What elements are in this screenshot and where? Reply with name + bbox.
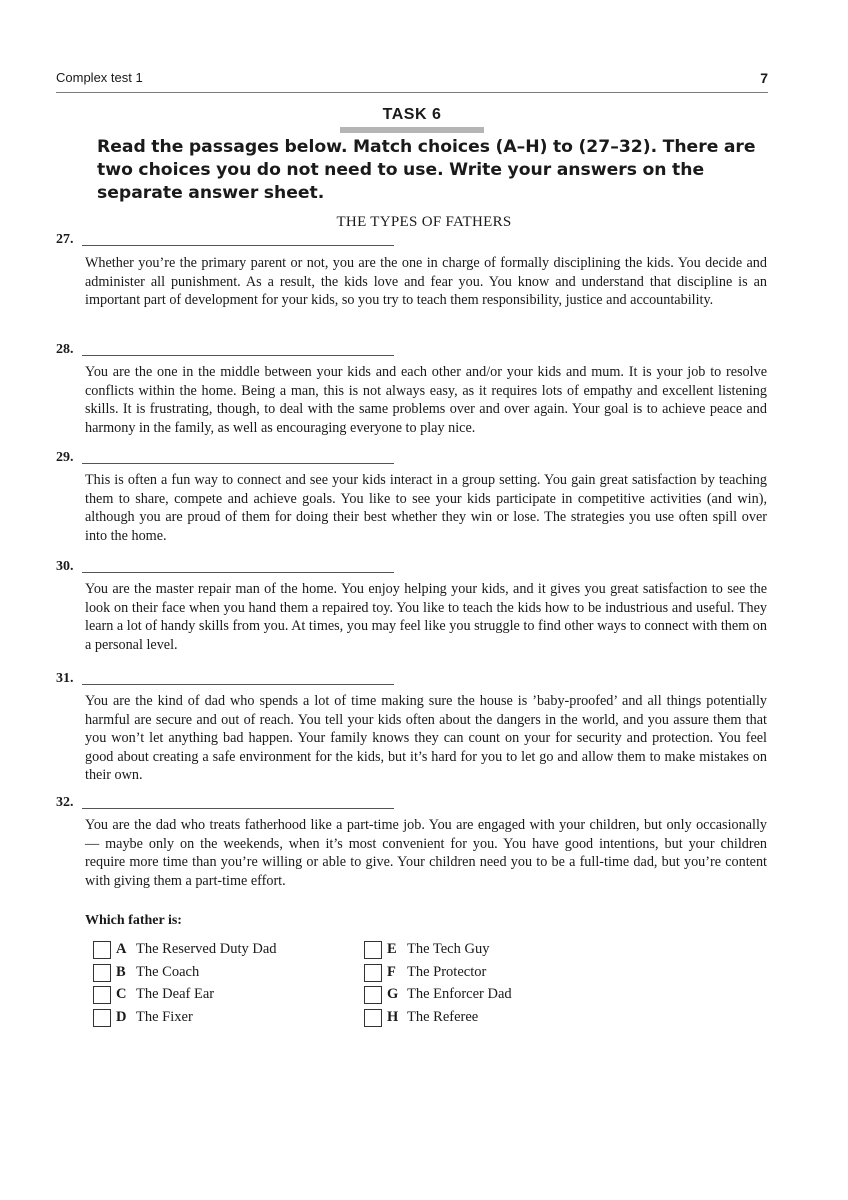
- option-label: The Reserved Duty Dad: [136, 941, 277, 957]
- page-header: [56, 70, 768, 93]
- option-checkbox[interactable]: [93, 964, 111, 982]
- answer-line[interactable]: [82, 669, 394, 685]
- option-checkbox[interactable]: [364, 986, 382, 1004]
- page-number: 7: [760, 70, 768, 86]
- option-letter: D: [116, 1009, 127, 1025]
- option-label: The Deaf Ear: [136, 986, 215, 1002]
- question-number: 30.: [56, 559, 74, 574]
- answer-line[interactable]: [82, 448, 394, 464]
- option-letter: B: [116, 964, 126, 980]
- option-letter: C: [116, 986, 127, 1002]
- question-passage: You are the master repair man of the home. You enjoy helping your kids, and it gives you great satisfaction to see the look on their face when you hand them a repaired toy. You like to teach the kids how to be industrious and useful. They learn a lot of handy skills from you. At times, you may feel like you struggle to find other ways to connect with them on a personal level.: [85, 581, 767, 653]
- task-heading: TASK 6: [340, 106, 484, 133]
- option-letter: E: [387, 941, 397, 957]
- option-letter: A: [116, 941, 127, 957]
- option-label: The Fixer: [136, 1009, 193, 1025]
- option-checkbox[interactable]: [93, 941, 111, 959]
- option-checkbox[interactable]: [364, 941, 382, 959]
- option-letter: G: [387, 986, 399, 1002]
- question-passage: You are the kind of dad who spends a lot of time making sure the house is ’baby-proofed’ and all things potentially harmful are secure and out of reach. You tell your kids often about the dangers in the world, and you assure them that you won’t let anything bad happen. Your family knows they can count on your for security and protection. You feel good about creating a safe environment for the kids, but it’s hard for you to let go and allow them to make mistakes on their own.: [85, 693, 767, 783]
- option-letter: F: [387, 964, 396, 980]
- question-number: 27.: [56, 232, 74, 247]
- passage-title: THE TYPES OF FATHERS: [336, 214, 512, 230]
- option-label: The Referee: [407, 1009, 479, 1025]
- option-letter: H: [387, 1009, 399, 1025]
- question-number: 28.: [56, 342, 74, 357]
- question-passage: This is often a fun way to connect and see your kids interact in a group setting. You gain great satisfaction by teaching them to share, compete and achieve goals. You like to see your kids participate in competitive activities (and win), although you are proud of them for doing their best whether they win or lose. The strategies you use often spill over into the home.: [85, 472, 767, 544]
- option-checkbox[interactable]: [364, 1009, 382, 1027]
- answer-line[interactable]: [82, 230, 394, 246]
- question-number: 31.: [56, 671, 74, 686]
- option-checkbox[interactable]: [364, 964, 382, 982]
- option-checkbox[interactable]: [93, 986, 111, 1004]
- option-label: The Tech Guy: [407, 941, 490, 957]
- answer-line[interactable]: [82, 557, 394, 573]
- option-label: The Protector: [407, 964, 487, 980]
- task-instruction: Read the passages below. Match choices (A–H) to (27–32). There are two choices you do not need to use. Write your answers on the separate answer sheet.: [97, 137, 756, 203]
- question-passage: You are the one in the middle between your kids and each other and/or your kids and mum. It is your job to resolve conflicts within the home. Being a man, this is not always easy, as it requires lots of empathy and excellent listening skills. It is frustrating, though, to deal with the same problems over and over again. Your goal is to achieve peace and harmony in the family, as well as encouraging everyone to play nice.: [85, 364, 767, 436]
- options-heading: Which father is:: [85, 913, 182, 928]
- option-label: The Coach: [136, 964, 200, 980]
- question-number: 32.: [56, 795, 74, 810]
- option-label: The Enforcer Dad: [407, 986, 512, 1002]
- question-passage: Whether you’re the primary parent or not, you are the one in charge of formally disciplining the kids. You decide and administer all punishment. As a result, the kids love and fear you. You know and understand that discipline is an important part of development for your kids, so you try to teach them responsibility, justice and accountability.: [85, 255, 767, 308]
- question-number: 29.: [56, 450, 74, 465]
- option-checkbox[interactable]: [93, 1009, 111, 1027]
- answer-line[interactable]: [82, 793, 394, 809]
- running-title: Complex test 1: [56, 70, 143, 85]
- question-passage: You are the dad who treats fatherhood like a part-time job. You are engaged with your children, but only occasionally — maybe only on the weekends, when it’s most convenient for you. You have good intentions, but your children require more time than you’re willing or able to give. Your children need you to be a full-time dad, but you’re content with giving them a part-time effort.: [85, 817, 767, 889]
- answer-line[interactable]: [82, 340, 394, 356]
